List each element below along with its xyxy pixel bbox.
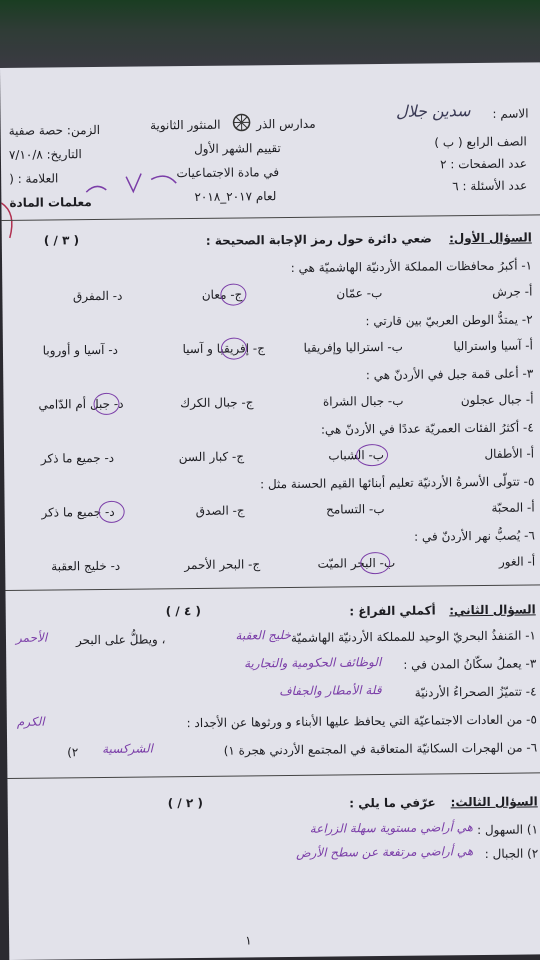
q2-answer-5: الكرم: [16, 714, 45, 729]
subject-label: في مادة الاجتماعيات: [176, 165, 280, 181]
q1-item-1: ١- أكبرُ محافظات المملكة الأردنيّة الهاشميّة هي :: [290, 258, 533, 275]
name-label: الاسم :: [492, 106, 529, 121]
q1-4-opt-a: أ- الأطفال: [484, 446, 535, 461]
year-label: لعام ٢٠١٧_٢٠١٨: [194, 189, 277, 204]
exam-title: تقييم الشهر الأول: [193, 141, 281, 156]
q1-5-opt-c: ج- الصدق: [195, 503, 245, 518]
q1-2-opt-d: د- آسيا و أوروبا: [42, 342, 119, 358]
q1-2-opt-b: ب- استراليا وإفريقيا: [303, 339, 404, 355]
time-label: الزمن: حصة صفية: [8, 122, 101, 138]
q1-item-5: ٥- تتولّى الأسرةُ الأردنيّة تعليم أبنائها القيم الحسنة مثل :: [259, 474, 535, 492]
q1-5-opt-d: د- جميع ما ذكر: [41, 504, 115, 520]
answer-circle-6: [360, 552, 390, 574]
q3-item-1: ١) السهول :: [476, 822, 539, 838]
q3-score: ( ٢ / ): [167, 795, 204, 811]
q2-item-6b: ٢): [67, 745, 79, 760]
student-name: سدين جلال: [395, 101, 471, 121]
answer-circle-5: [99, 501, 125, 523]
exam-paper: [0, 62, 540, 960]
teacher-label: معلمات المادة: [9, 195, 92, 210]
q2-item-5: ٥- من العادات الاجتماعيّة التي يحافظ عليها الأبناء و ورثوها عن الأجداد :: [186, 712, 537, 731]
school-logo-icon: [228, 111, 254, 133]
school-name-2: المنثور الثانوية: [149, 117, 221, 133]
q1-divider: [5, 584, 540, 591]
q1-6-opt-c: ج- البحر الأحمر: [184, 557, 261, 573]
q1-score: ( ٣ / ): [43, 233, 80, 248]
answer-circle-4: [356, 444, 388, 466]
q2-answer-4: قلة الأمطار والجفاف: [279, 683, 382, 699]
q3-instruction: عرّفي ما يلي :: [349, 795, 436, 811]
answer-circle-3: [93, 393, 119, 415]
q1-item-3: ٣- أعلى قمة جبل في الأردنّ هي :: [365, 366, 534, 383]
q3-title: السؤال الثالث:: [450, 794, 538, 810]
answer-circle-1: [220, 283, 246, 305]
grade-label: العلامة : (: [9, 171, 59, 186]
q1-1-opt-a: أ- جرش: [492, 284, 533, 299]
q2-divider: [7, 772, 540, 779]
q1-1-opt-d: د- المفرق: [72, 288, 123, 304]
q2-item-6: ٦- من الهجرات السكانيّة المتعاقبة في المجتمع الأردني هجرة ١): [223, 740, 538, 758]
q1-item-4: ٤- أكثرُ الفئات العمريّة عددًا في الأردنّ هي:: [320, 420, 534, 437]
q2-answer-6: الشركسية: [102, 741, 154, 756]
q1-4-opt-c: ج- كبار السن: [178, 449, 245, 465]
q2-title: السؤال الثاني:: [449, 602, 536, 618]
pen-marks-icon: [1, 161, 202, 243]
q3-answer-1: هي أراضي مستوية سهلة الزراعة: [309, 820, 474, 836]
answer-circle-2: [221, 337, 247, 359]
page-number: ١: [245, 933, 252, 948]
q1-3-opt-c: ج- جبال الكرك: [180, 395, 254, 411]
q1-item-6: ٦- يُصبُّ نهر الأردنّ في :: [414, 528, 535, 544]
q2-item-1: ١- المَنفذُ البحريّ الوحيد للمملكة الأردنيّة الهاشميّة: [290, 628, 537, 645]
q1-instruction: ضعي دائرة حول رمز الإجابة الصحيحة :: [205, 231, 432, 248]
q2-item-4: ٤- تتميّزُ الصحراءُ الأردنيّة: [414, 684, 537, 700]
q1-6-opt-d: د- خليج العقبة: [51, 558, 121, 574]
q3-item-2: ٢) الجبال :: [484, 846, 539, 861]
q2-answer-3: الوظائف الحكومية والتجارية: [243, 655, 382, 671]
pages-label: عدد الصفحات : ٢: [440, 156, 528, 172]
q1-5-opt-b: ب- التسامح: [325, 501, 385, 517]
q2-answer-1b: الأحمر: [15, 630, 48, 645]
q1-3-opt-b: ب- جبال الشراة: [322, 393, 404, 409]
q1-4-opt-d: د- جميع ما ذكر: [40, 450, 115, 466]
q1-2-opt-a: أ- آسيا واستراليا: [453, 338, 534, 354]
q1-3-opt-d: د- جبل أم الدّامي: [38, 396, 124, 412]
class-label: الصف الرابع ( ب ): [434, 134, 527, 150]
q1-title: السؤال الأول:: [448, 230, 532, 246]
q3-answer-2: هي أراضي مرتفعة عن سطح الأرض: [295, 844, 474, 860]
q2-item-1b: ، ويطلُّ على البحر: [75, 632, 166, 648]
q1-1-opt-c: ج- معان: [201, 287, 243, 302]
q1-6-opt-a: أ- الغور: [498, 554, 536, 569]
q1-5-opt-a: أ- المحبّة: [491, 500, 535, 515]
q2-item-3: ٣- يعملُ سكّانُ المدن في :: [403, 656, 537, 672]
q1-item-2: ٢- يمتدُّ الوطن العربيّ بين قارتي :: [365, 312, 533, 329]
q2-answer-1: خليج العقبة: [235, 627, 292, 643]
questions-label: عدد الأسئلة : ٦: [452, 178, 528, 194]
school-name: مدارس الذر: [256, 116, 316, 132]
q2-score: ( ٤ / ): [165, 603, 202, 619]
date-label: التاريخ: ٧/١٠/٨: [8, 147, 82, 162]
q1-6-opt-b: ب- البحر الميّت: [317, 555, 396, 571]
q2-instruction: أكملي الفراغ :: [349, 603, 436, 619]
q1-1-opt-b: ب- عمّان: [336, 286, 383, 301]
q1-3-opt-a: أ- جبال عجلون: [460, 392, 534, 408]
q1-2-opt-c: ج- إفريقيا و آسيا: [182, 341, 266, 357]
q1-4-opt-b: ب- الشباب: [328, 447, 385, 463]
